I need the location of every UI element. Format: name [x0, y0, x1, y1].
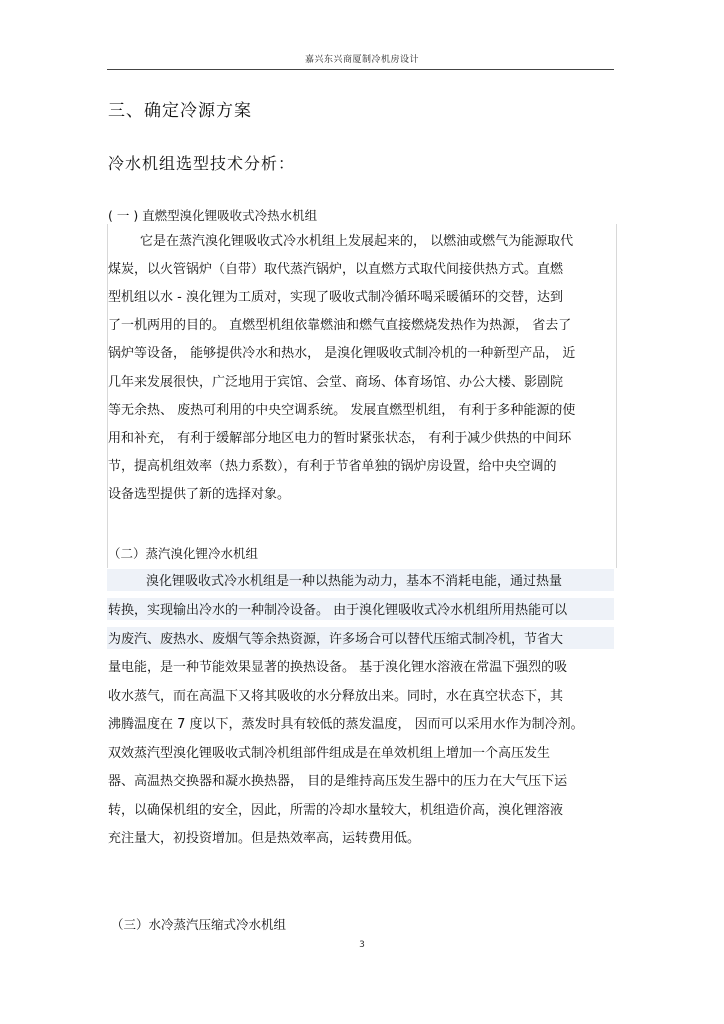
- paragraph-line: 为废汽、废热水、废烟气等余热资源，许多场合可以替代压缩式制冷机，节省大: [108, 632, 564, 647]
- section-title: 三、确定冷源方案: [108, 101, 252, 121]
- page-header: 嘉兴东兴商厦制冷机房设计: [304, 55, 419, 65]
- paragraph-line: 双效蒸汽型溴化锂吸收式制冷机组部件组成是在单效机组上增加一个高压发生: [108, 746, 551, 761]
- paragraph-line: 设备选型提供了新的选择对象。: [108, 487, 291, 502]
- paragraph-line: 节，提高机组效率（热力系数），有利于节省单独的锅炉房设置，给中央空调的: [108, 459, 557, 474]
- part3-title: （三）水冷蒸汽压缩式冷水机组: [111, 917, 287, 932]
- paragraph-line: 转换，实现输出冷水的一种制冷设备。 由于溴化锂吸收式冷水机组所用热能可以: [108, 603, 568, 618]
- paragraph-line: 充注量大，初投资增加。但是热效率高，运转费用低。: [108, 831, 421, 846]
- paragraph-line: 沸腾温度在 7 度以下，蒸发时具有较低的蒸发温度， 因而可以采用水作为制冷剂。: [108, 717, 584, 732]
- paragraph-line: 几年来发展很快，广泛地用于宾馆、会堂、商场、体育场馆、办公大楼、影剧院: [108, 375, 564, 390]
- part1-title: ( 一 ) 直燃型溴化锂吸收式冷热水机组: [108, 208, 318, 223]
- paragraph-line: 器、高温热交换器和凝水换热器， 目的是维持高压发生器中的压力在大气压下运: [108, 774, 568, 789]
- paragraph-line: 它是在蒸汽溴化锂吸收式冷水机组上发展起来的， 以燃油或燃气为能源取代: [140, 234, 574, 249]
- paragraph-line: 收水蒸气，而在高温下又将其吸收的水分释放出来。同时，水在真空状态下，其: [108, 689, 564, 704]
- paragraph-line: 了一机两用的目的。 直燃型机组依靠燃油和燃气直接燃烧发热作为热源， 省去了: [108, 318, 572, 333]
- header-rule: [107, 69, 614, 70]
- paragraph-line: 型机组以水 - 溴化锂为工质对，实现了吸收式制冷循环喝采暖循环的交替，达到: [108, 290, 563, 305]
- paragraph-line: 煤炭，以火管锅炉（自带）取代蒸汽锅炉，以直燃方式取代间接供热方式。直燃: [108, 262, 564, 277]
- paragraph-line: 量电能，是一种节能效果显著的换热设备。 基于溴化锂水溶液在常温下强烈的吸: [108, 660, 568, 675]
- part2-title: （二）蒸汽溴化锂冷水机组: [108, 546, 259, 561]
- paragraph-line: 锅炉等设备， 能够提供冷水和热水， 是溴化锂吸收式制冷机的一种新型产品， 近: [108, 346, 576, 361]
- paragraph-line: 用和补充， 有利于缓解部分地区电力的暂时紧张状态， 有利于减少供热的中间环: [108, 431, 572, 446]
- paragraph-line: 转，以确保机组的安全，因此，所需的冷却水量较大，机组造价高，溴化锂溶液: [108, 803, 564, 818]
- paragraph-line: 溴化锂吸收式冷水机组是一种以热能为动力，基本不消耗电能，通过热量: [146, 574, 563, 589]
- paragraph-line: 等无余热、 废热可利用的中央空调系统。 发展直燃型机组， 有利于多种能源的使: [108, 403, 576, 418]
- subsection-title: 冷水机组选型技术分析：: [108, 154, 296, 173]
- page-number: 3: [359, 940, 365, 950]
